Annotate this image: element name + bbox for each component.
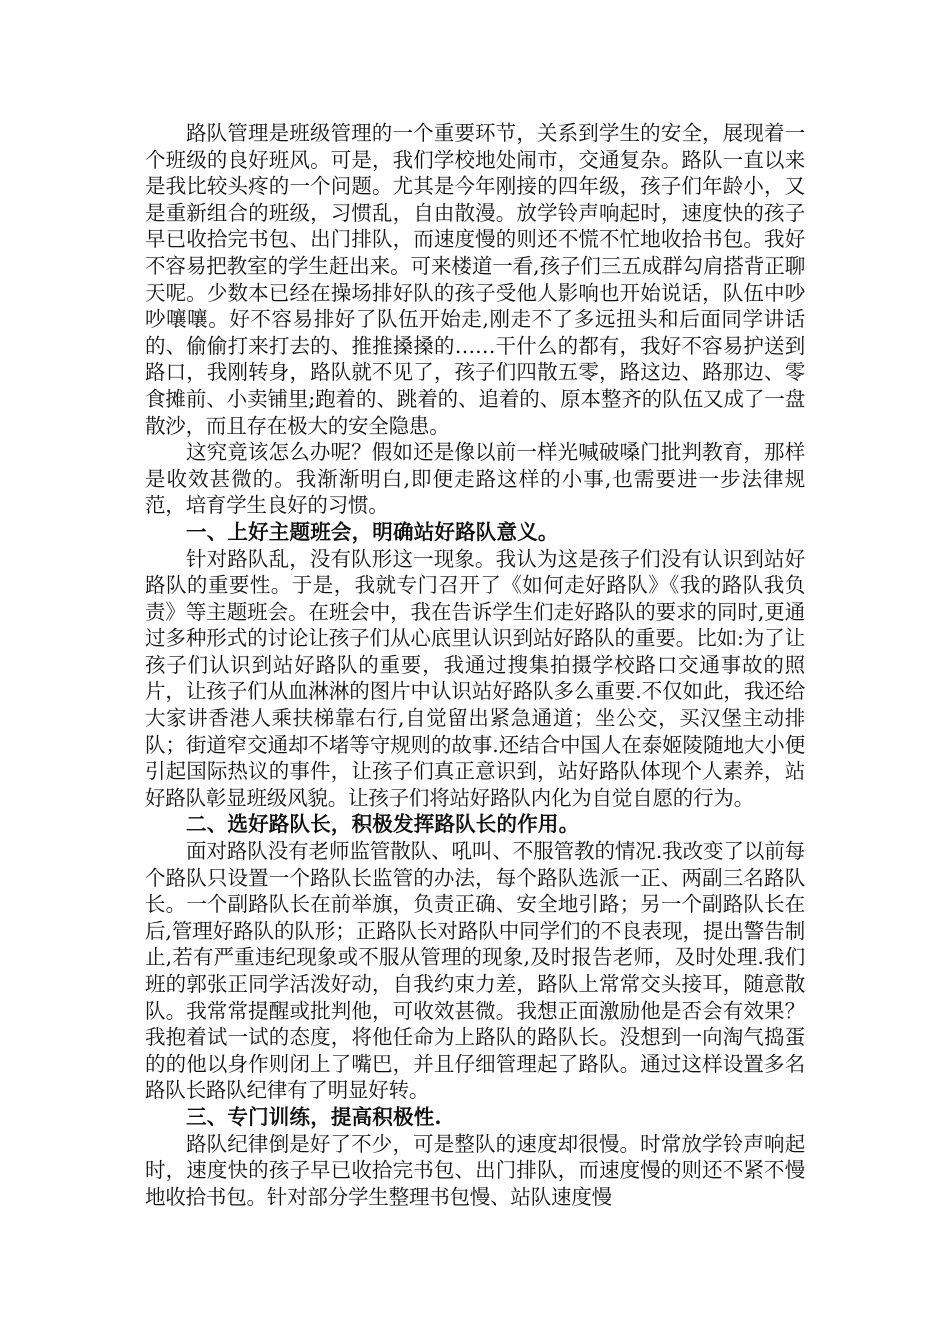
section-heading-1: 一、上好主题班会，明确站好路队意义。: [186, 519, 559, 544]
section-heading-2: 二、选好路队长，积极发挥路队长的作用。: [186, 812, 580, 837]
paragraph-section-2: 面对路队没有老师监管散队、吼叫、不服管教的情况.我改变了以前每个路队只设置一个路队长监管的办法，每个路队选派一正、两副三名路队长。一个副路队长在前举旗，负责正确、安全地引路；另一个副路队长在后,管理好路队的队形；正路队长对路队中同学们的不良表现，提出警告制止,若有严重违纪现象或不服从管理的现象,及时报告老师，及时处理.我们班的郭张正同学活泼好动，自我约束力差，路队上常常交头接耳，随意散队。我常常提醒或批判他，可收效甚微。我想正面激励他是否会有效果？我抱着试一试的态度，将他任命为上路队的路队长。没想到一向淘气捣蛋的的他以身作则闭上了嘴巴，并且仔细管理起了路队。通过这样设置多名路队长路队纪律有了明显好转。: [145, 839, 805, 1103]
document-page: [145, 120, 805, 1210]
paragraph-section-1: 针对路队乱，没有队形这一现象。我认为这是孩子们没有认识到站好路队的重要性。于是，我就专门召开了《如何走好路队》《我的路队我负责》等主题班会。在班会中，我在告诉学生们走好路队的要求的同时,更通过多种形式的讨论让孩子们从心底里认识到站好路队的重要。比如:为了让孩子们认识到站好路队的重要，我通过搜集拍摄学校路口交通事故的照片，让孩子们从血淋淋的图片中认识站好路队多么重要.不仅如此，我还给大家讲香港人乘扶梯靠右行,自觉留出紧急通道；坐公交，买汉堡主动排队；街道窄交通却不堵等守规则的故事.还结合中国人在泰姬陵随地大小便引起国际热议的事件，让孩子们真正意识到，站好路队体现个人素养，站好路队彰显班级风貌。让孩子们将站好路队内化为自觉自愿的行为。: [145, 546, 805, 810]
section-heading-3: 三、专门训练，提高积极性.: [186, 1104, 442, 1129]
paragraph-intro: 路队管理是班级管理的一个重要环节，关系到学生的安全，展现着一个班级的良好班风。可是，我们学校地处闹市，交通复杂。路队一直以来是我比较头疼的一个问题。尤其是今年刚接的四年级，孩子们年龄小，又是重新组合的班级，习惯乱，自由散漫。放学铃声响起时，速度快的孩子早已收拾完书包、出门排队，而速度慢的则还不慌不忙地收拾书包。我好不容易把教室的学生赶出来。可来楼道一看,孩子们三五成群勾肩搭背正聊天呢。少数本已经在操场排好队的孩子受他人影响也开始说话，队伍中吵吵嚷嚷。好不容易排好了队伍开始走,刚走不了多远扭头和后面同学讲话的、偷偷打来打去的、推推搡搡的……干什么的都有，我好不容易护送到路口，我刚转身，路队就不见了，孩子们四散五零，路这边、路那边、零食摊前、小卖铺里;跑着的、跳着的、追着的、原本整齐的队伍又成了一盘散沙，而且存在极大的安全隐患。: [145, 121, 805, 438]
paragraph-section-3: 路队纪律倒是好了不少，可是整队的速度却很慢。时常放学铃声响起时，速度快的孩子早已收拾完书包、出门排队，而速度慢的则还不紧不慢地收拾书包。针对部分学生整理书包慢、站队速度慢: [145, 1131, 805, 1209]
paragraph-question: 这究竟该怎么办呢？假如还是像以前一样光喊破嗓门批判教育，那样是收效甚微的。我渐渐明白,即便走路这样的小事,也需要进一步法律规范，培育学生良好的习惯。: [145, 440, 805, 518]
